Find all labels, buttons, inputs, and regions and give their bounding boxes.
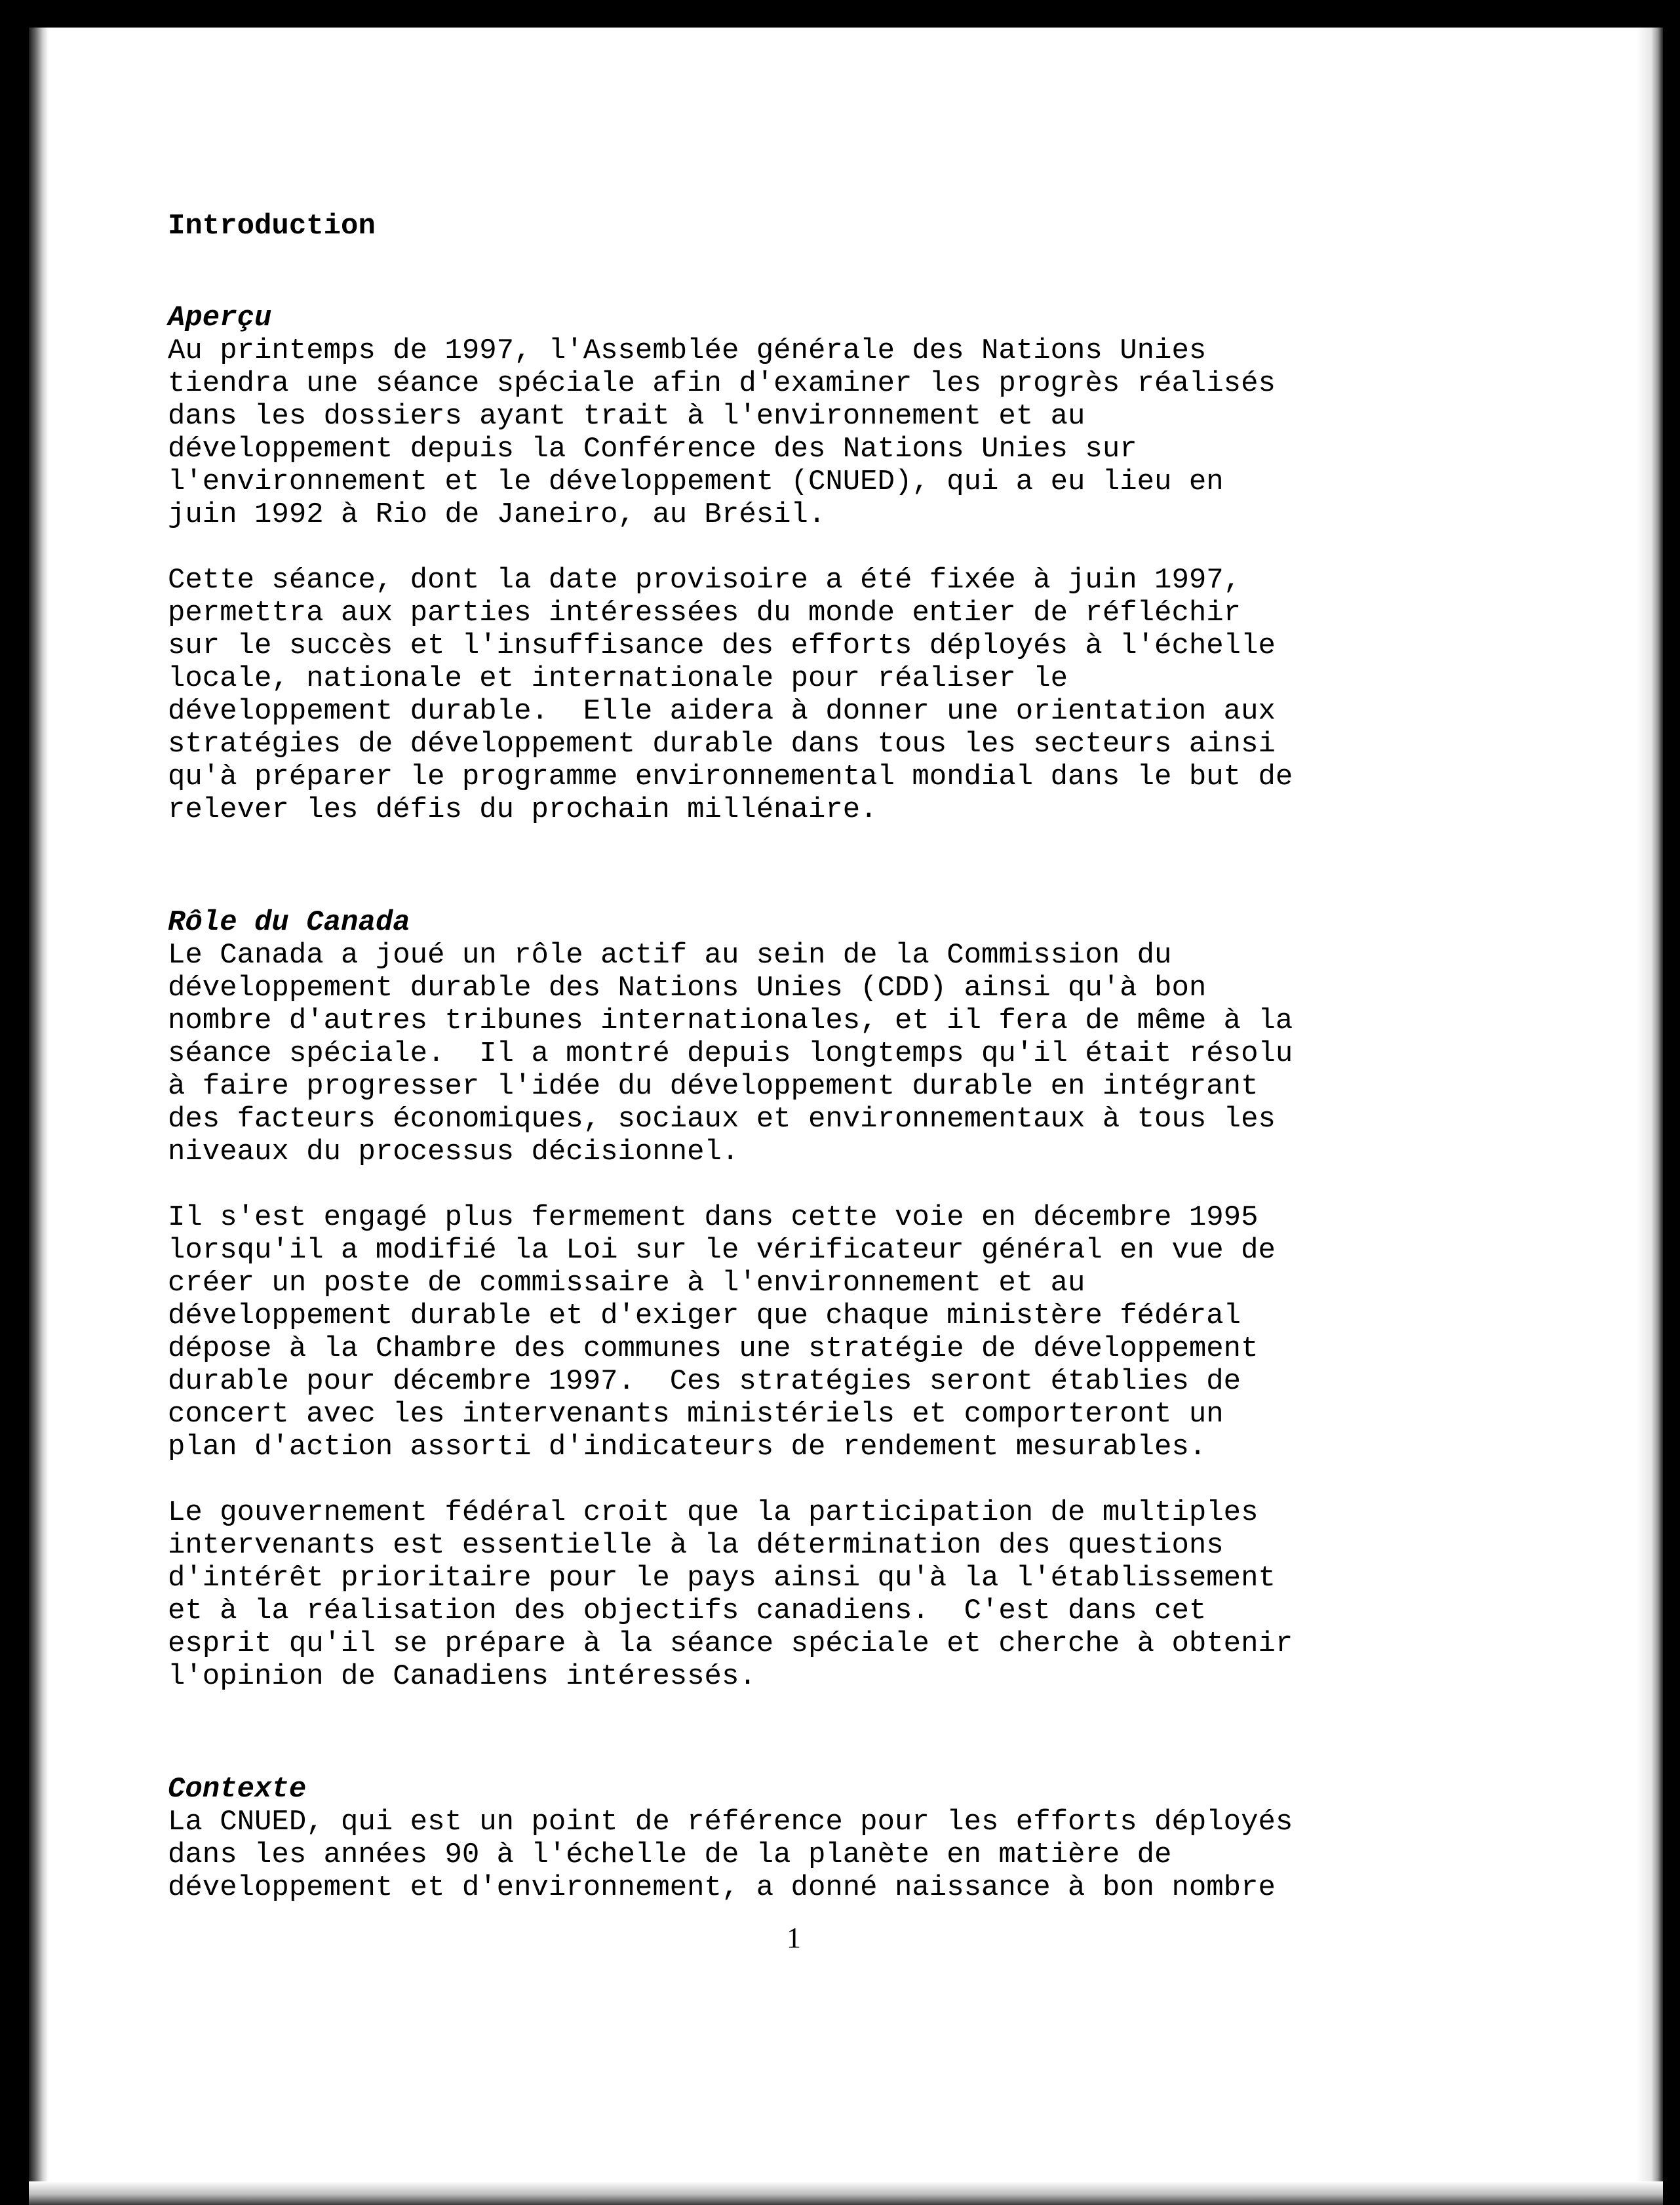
section-title-contexte: Contexte (168, 1773, 307, 1806)
scan-shadow-bottom (29, 2181, 1663, 2205)
paragraph: Au printemps de 1997, l'Assemblée générale des Nations Unies tiendra une séance spéciale afin d'examiner les progrès réalisés dans les dossiers ayant trait à l'environnement et au développement depuis la Conférence des Nations Unies sur l'environnement et le développement (CNUED), qui a eu lieu en juin 1992 à Rio de Janeiro, au Brésil. (168, 334, 1276, 531)
scan-shadow-left (29, 28, 49, 2185)
document-body (168, 210, 1453, 1904)
paragraph: Le gouvernement fédéral croit que la participation de multiples intervenants est essentielle à la détermination des questions d'intérêt prioritaire pour le pays ainsi qu'à la l'établissement et à la réalisation des objectifs canadiens. C'est dans cet esprit qu'il se prépare à la séance spéciale et cherche à obtenir l'opinion de Canadiens intéressés. (168, 1496, 1293, 1693)
paragraph: Le Canada a joué un rôle actif au sein de la Commission du développement durable des Nations Unies (CDD) ainsi qu'à bon nombre d'autres tribunes internationales, et il fera de même à la séance spéciale. Il a montré depuis longtemps qu'il était résolu à faire progresser l'idée du développement durable en intégrant des facteurs économiques, sociaux et environnementaux à tous les niveaux du processus décisionnel. (168, 939, 1293, 1168)
paragraph: Cette séance, dont la date provisoire a été fixée à juin 1997, permettra aux parties intéressées du monde entier de réfléchir sur le succès et l'insuffisance des efforts déployés à l'échelle locale, nationale et internationale pour réaliser le développement durable. Elle aidera à donner une orientation aux stratégies de développement durable dans tous les secteurs ainsi qu'à préparer le programme environnemental mondial dans le but de relever les défis du prochain millénaire. (168, 564, 1293, 826)
page-heading: Introduction (168, 210, 376, 243)
scan-border-right (1663, 0, 1680, 2205)
scan-shadow-right (1637, 28, 1663, 2191)
paragraph: La CNUED, qui est un point de référence pour les efforts déployés dans les années 90 à l'échelle de la planète en matière de développement et d'environnement, a donné naissance à bon nombre (168, 1806, 1293, 1904)
scan-border-top (0, 0, 1680, 28)
paragraph: Il s'est engagé plus fermement dans cette voie en décembre 1995 lorsqu'il a modifié la Loi sur le vérificateur général en vue de créer un poste de commissaire à l'environnement et au développement durable et d'exiger que chaque ministère fédéral dépose à la Chambre des communes une stratégie de développement durable pour décembre 1997. Ces stratégies seront établies de concert avec les intervenants ministériels et comporteront un plan d'action assorti d'indicateurs de rendement mesurables. (168, 1201, 1276, 1463)
section-title-role-du-canada: Rôle du Canada (168, 906, 410, 939)
page-number: 1 (787, 1922, 801, 1954)
scan-border-left (0, 0, 29, 2205)
section-title-apercu: Aperçu (168, 302, 272, 334)
